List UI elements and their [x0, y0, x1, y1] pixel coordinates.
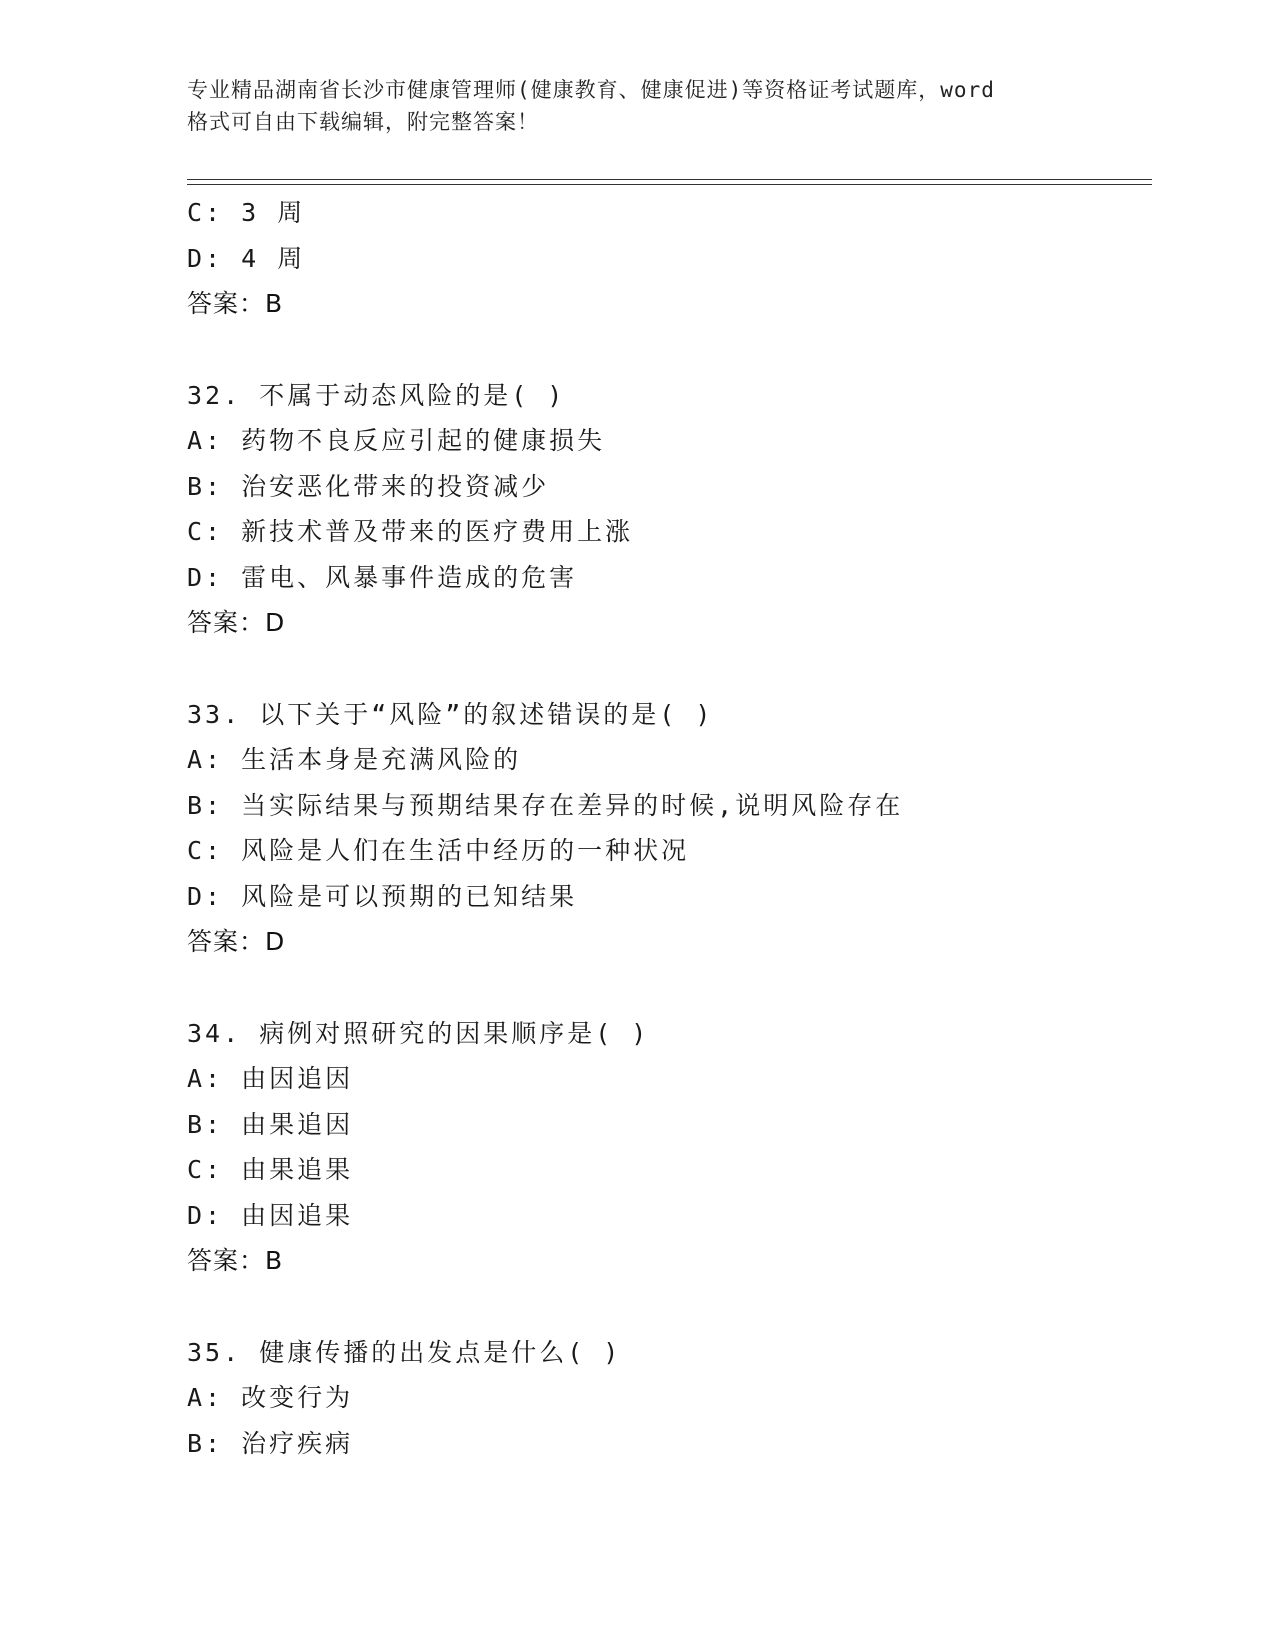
option-d: D: 由因追果: [187, 1200, 354, 1230]
answer: 答案：D: [187, 927, 286, 956]
question-33: [187, 692, 1147, 965]
option-a: A: 药物不良反应引起的健康损失: [187, 426, 606, 455]
question-32: [187, 373, 1147, 646]
document-header: [187, 74, 1087, 138]
option-d: D: 风险是可以预期的已知结果: [187, 881, 578, 911]
option-d: D: 雷电、风暴事件造成的危害: [187, 562, 578, 592]
option-b: B: 治安恶化带来的投资减少: [187, 471, 550, 501]
question-34: [187, 1011, 1147, 1284]
spacer: [187, 1284, 1147, 1330]
question-list: [187, 190, 1147, 1466]
question-stem: 33. 以下关于“风险”的叙述错误的是( ): [187, 699, 714, 729]
header-line-1: 专业精品湖南省长沙市健康管理师(健康教育、健康促进)等资格证考试题库，word: [187, 78, 995, 102]
option-d: D: 4 周: [187, 243, 306, 273]
option-c: C: 由果追果: [187, 1155, 354, 1184]
option-c: C: 新技术普及带来的医疗费用上涨: [187, 517, 634, 546]
option-c: C: 风险是人们在生活中经历的一种状况: [187, 836, 690, 865]
question-stem: 34. 病例对照研究的因果顺序是( ): [187, 1018, 650, 1048]
spacer: [187, 646, 1147, 692]
header-divider-top: [187, 179, 1152, 180]
answer: 答案：B: [187, 289, 284, 318]
spacer: [187, 965, 1147, 1011]
header-line-2: 格式可自由下载编辑，附完整答案！: [187, 110, 539, 134]
option-b: B: 由果追因: [187, 1109, 354, 1139]
option-b: B: 当实际结果与预期结果存在差异的时候,说明风险存在: [187, 790, 904, 820]
spacer: [187, 327, 1147, 373]
option-a: A: 改变行为: [187, 1383, 354, 1412]
option-a: A: 由因追因: [187, 1064, 354, 1093]
header-divider-bottom: [187, 184, 1152, 185]
question-stem: 35. 健康传播的出发点是什么( ): [187, 1337, 622, 1367]
question-31: [187, 190, 1147, 327]
option-b: B: 治疗疾病: [187, 1428, 354, 1458]
option-a: A: 生活本身是充满风险的: [187, 745, 522, 774]
answer: 答案：D: [187, 608, 286, 637]
option-c: C: 3 周: [187, 198, 306, 227]
question-stem: 32. 不属于动态风险的是( ): [187, 380, 566, 410]
answer: 答案：B: [187, 1246, 284, 1275]
question-35: [187, 1330, 1147, 1467]
